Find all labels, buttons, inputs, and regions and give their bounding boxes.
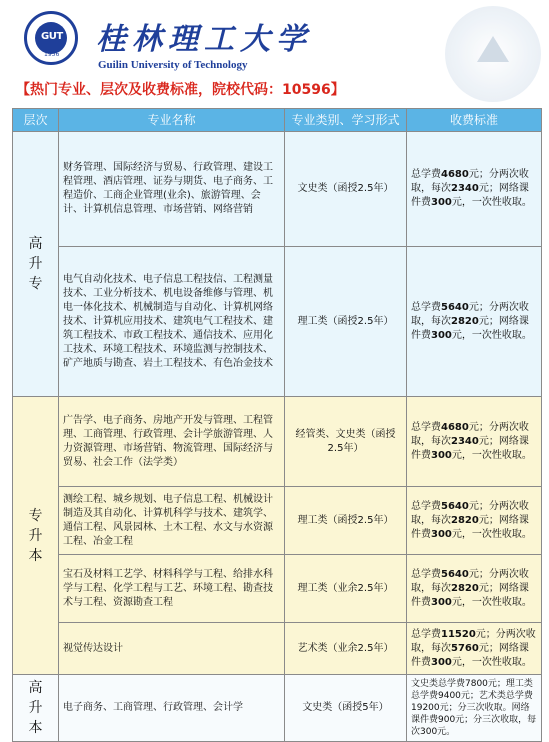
col-header-major: 专业名称 — [59, 109, 285, 132]
type-cell: 艺术类（业余2.5年） — [285, 623, 407, 675]
header — [0, 0, 549, 78]
fee-cell: 总学费5640元；分两次收取，每次2820元；网络课件费300元，一次性收取。 — [407, 487, 542, 555]
fee-cell: 总学费5640元；分两次收取，每次2820元；网络课件费300元，一次性收取。 — [407, 247, 542, 397]
majors-cell: 电子商务、工商管理、行政管理、会计学 — [59, 675, 285, 742]
type-cell: 文史类（函授2.5年） — [285, 132, 407, 247]
school-logo-icon: GUT 1956 — [24, 11, 78, 65]
school-name-en: Guilin University of Technology — [98, 59, 248, 71]
fee-cell: 文史类总学费7800元；理工类总学费9400元；艺术类总学费19200元；分三次收取。网络课件费900元；分三次收取，每次300元。 — [407, 675, 542, 742]
type-cell: 理工类（函授2.5年） — [285, 247, 407, 397]
table-row — [13, 487, 542, 555]
table-row — [13, 132, 542, 247]
table-row — [13, 675, 542, 742]
majors-cell: 财务管理、国际经济与贸易、行政管理、建设工程管理、酒店管理、证券与期货、电子商务、工程造价、工商企业管理(业余)、旅游管理、会计、计算机信息管理、市场营销、网络营销 — [59, 132, 285, 247]
fee-cell: 总学费4680元；分两次收取，每次2340元；网络课件费300元，一次性收取。 — [407, 397, 542, 487]
level-cell: 高升本 — [13, 675, 59, 742]
banner-title: 【热门专业、层次及收费标准，院校代码：10596】 — [16, 82, 345, 98]
table-row — [13, 397, 542, 487]
col-header-type: 专业类别、学习形式 — [285, 109, 407, 132]
level-cell: 专升本 — [13, 397, 59, 675]
table-header-row — [13, 109, 542, 132]
col-header-fee: 收费标准 — [407, 109, 542, 132]
col-header-level: 层次 — [13, 109, 59, 132]
fee-cell: 总学费11520元；分两次收取，每次5760元；网络课件费300元，一次性收取。 — [407, 623, 542, 675]
table-row — [13, 247, 542, 397]
type-cell: 理工类（业余2.5年） — [285, 555, 407, 623]
level-cell: 高升专 — [13, 132, 59, 397]
fee-cell: 总学费5640元；分两次收取，每次2820元；网络课件费300元，一次性收取。 — [407, 555, 542, 623]
type-cell: 文史类（函授5年） — [285, 675, 407, 742]
table-row — [13, 623, 542, 675]
majors-cell: 电气自动化技术、电子信息工程技信、工程测量技术、工业分析技术、机电设备维修与管理、机电一体化技术、机械制造与自动化、计算机网络技术、计算机应用技术、建筑电气工程技术、建筑工程技术、市政工程技术、通信技术、应用化工技术、环境工程技术、环境监测与控制技术、矿产地质与勘查、岩土工程技术、有色冶金技术 — [59, 247, 285, 397]
table-row — [13, 555, 542, 623]
fee-table — [12, 108, 542, 742]
majors-cell: 视觉传达设计 — [59, 623, 285, 675]
type-cell: 理工类（函授2.5年） — [285, 487, 407, 555]
majors-cell: 测绘工程、城乡规划、电子信息工程、机械设计制造及其自动化、计算机科学与技术、建筑学、通信工程、风景园林、土木工程、水文与水资源工程、冶金工程 — [59, 487, 285, 555]
type-cell: 经管类、文史类（函授2.5年） — [285, 397, 407, 487]
majors-cell: 宝石及材料工艺学、材料科学与工程、给排水科学与工程、化学工程与工艺、环境工程、勘查技术与工程、资源勘查工程 — [59, 555, 285, 623]
majors-cell: 广告学、电子商务、房地产开发与管理、工程管理、工商管理、行政管理、会计学旅游管理、人力资源管理、市场营销、物流管理、国际经济与贸易、社会工作（法学类） — [59, 397, 285, 487]
school-name-cn: 桂林理工大学 — [96, 22, 312, 57]
fee-cell: 总学费4680元；分两次收取，每次2340元；网络课件费300元，一次性收取。 — [407, 132, 542, 247]
